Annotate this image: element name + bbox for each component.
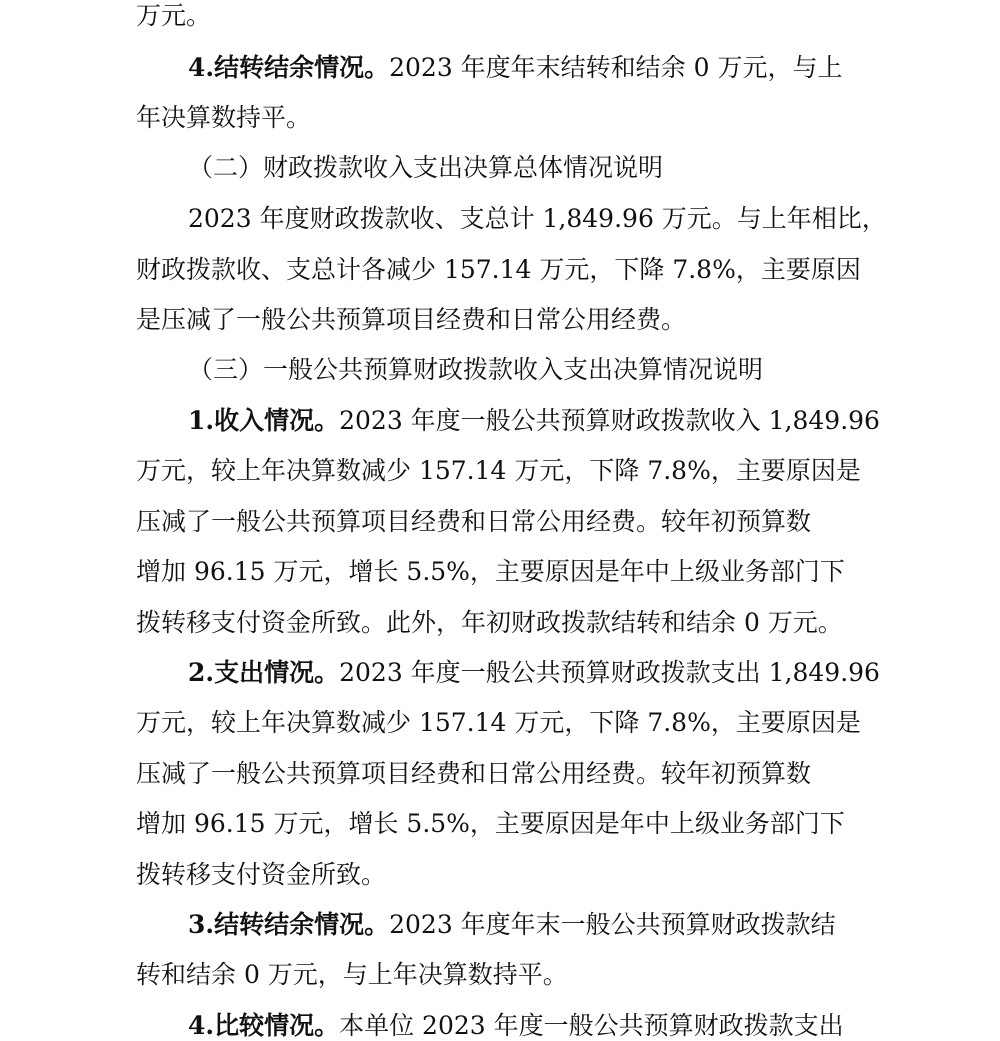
paragraph-text: 2023 年度一般公共预算财政拨款收入 1,849.96 (339, 406, 880, 435)
text-line: 是压减了一般公共预算项目经费和日常公用经费。 (136, 305, 687, 334)
section-heading-two: （二）财政拨款收入支出决算总体情况说明 (188, 153, 664, 182)
paragraph-expenditure (188, 658, 880, 688)
text-line: 万元，较上年决算数减少 157.14 万元，下降 7.8%，主要原因是 (136, 708, 861, 737)
text-line: 万元。 (136, 1, 212, 30)
section-heading-three: （三）一般公共预算财政拨款收入支出决算情况说明 (188, 355, 764, 384)
text-line: 万元，较上年决算数减少 157.14 万元，下降 7.8%，主要原因是 (136, 456, 861, 485)
paragraph-heading: 4.结转结余情况。 (188, 53, 390, 82)
text-line: 拨转移支付资金所致。此外，年初财政拨款结转和结余 0 万元。 (136, 608, 843, 637)
text-line: 增加 96.15 万元，增长 5.5%，主要原因是年中上级业务部门下 (136, 809, 845, 838)
text-line: 2023 年度财政拨款收、支总计 1,849.96 万元。与上年相比， (188, 204, 887, 233)
paragraph-text: 2023 年度年末结转和结余 0 万元，与上 (389, 53, 843, 82)
paragraph-carryover-balance (188, 53, 842, 83)
paragraph-carryover-general (188, 910, 836, 940)
text-line: 压减了一般公共预算项目经费和日常公用经费。较年初预算数 (136, 759, 812, 788)
paragraph-heading: 4.比较情况。 (188, 1011, 340, 1040)
paragraph-text: 2023 年度年末一般公共预算财政拨款结 (389, 910, 836, 939)
text-line: 压减了一般公共预算项目经费和日常公用经费。较年初预算数 (136, 507, 812, 536)
paragraph-text: 2023 年度一般公共预算财政拨款支出 1,849.96 (339, 658, 880, 687)
text-line: 拨转移支付资金所致。 (136, 860, 387, 889)
text-line: 增加 96.15 万元，增长 5.5%，主要原因是年中上级业务部门下 (136, 557, 845, 586)
paragraph-comparison (188, 1011, 844, 1041)
paragraph-income (188, 406, 880, 436)
text-line: 年决算数持平。 (136, 103, 312, 132)
paragraph-heading: 1.收入情况。 (188, 406, 340, 435)
paragraph-heading: 3.结转结余情况。 (188, 910, 390, 939)
text-line: 转和结余 0 万元，与上年决算数持平。 (136, 960, 568, 989)
paragraph-text: 本单位 2023 年度一般公共预算财政拨款支出 (339, 1011, 844, 1040)
paragraph-heading: 2.支出情况。 (188, 658, 340, 687)
text-line: 财政拨款收、支总计各减少 157.14 万元，下降 7.8%，主要原因 (136, 255, 861, 284)
